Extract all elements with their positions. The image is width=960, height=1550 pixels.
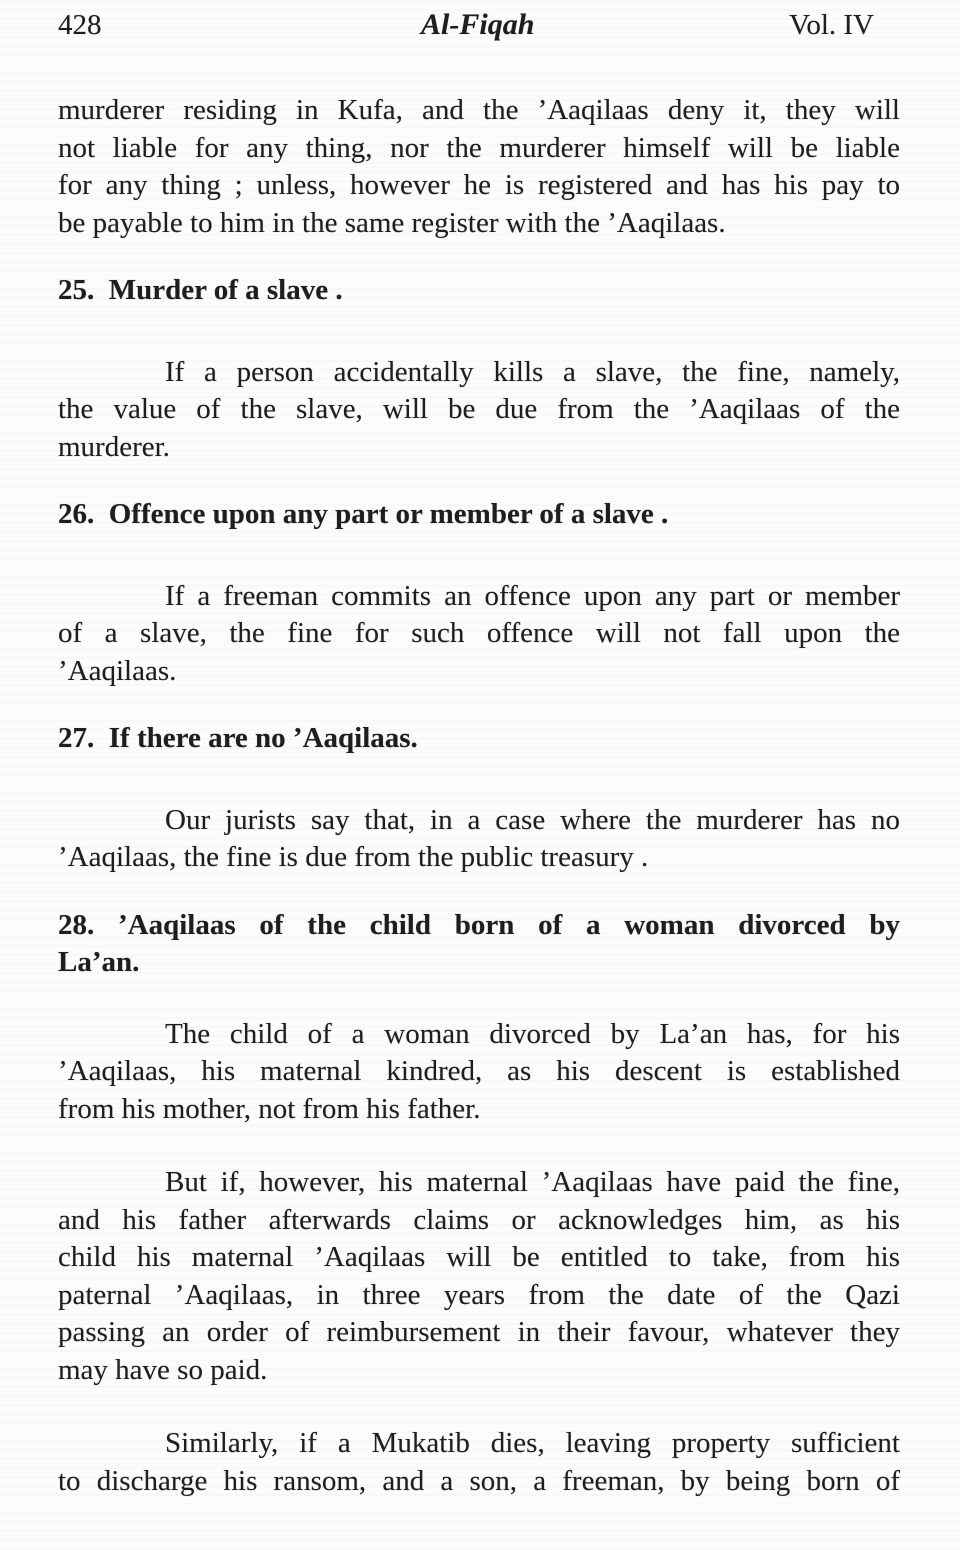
paragraph xyxy=(58,1164,900,1389)
text-line: 26. Offence upon any part or member of a slave . xyxy=(58,498,669,530)
paragraph xyxy=(58,1016,900,1129)
text-line: be payable to him in the same register with the ’Aaqilaas. xyxy=(58,206,726,239)
text-line: murderer residing in Kufa, and the ’Aaqilaas deny it, they will xyxy=(58,94,900,126)
section-heading xyxy=(58,496,900,534)
text-line: ’Aaqilaas. xyxy=(58,654,177,687)
page-header xyxy=(0,0,960,50)
volume-label: Vol. IV xyxy=(789,9,874,41)
text-line: from his mother, not from his father. xyxy=(58,1092,481,1125)
text-line: ’Aaqilaas, the fine is due from the public treasury . xyxy=(58,841,649,873)
text-line: The child of a woman divorced by La’an has, for his xyxy=(165,1017,900,1050)
text-line: passing an order of reimbursement in their favour, whatever they xyxy=(58,1316,900,1348)
text-line: and his father afterwards claims or acknowledges him, as his xyxy=(58,1203,900,1236)
text-line: for any thing ; unless, however he is registered and has his pay to xyxy=(58,169,900,201)
text-line: of a slave, the fine for such offence will not fall upon the xyxy=(58,617,900,649)
text-line: child his maternal ’Aaqilaas will be entitled to take, from his xyxy=(58,1241,900,1273)
page-number: 428 xyxy=(58,9,102,41)
text-line: ’Aaqilaas, his maternal kindred, as his descent is established xyxy=(58,1055,900,1087)
text-line: paternal ’Aaqilaas, in three years from the date of the Qazi xyxy=(58,1278,900,1311)
text-line: 25. Murder of a slave . xyxy=(58,274,343,306)
text-line: La’an. xyxy=(58,946,140,978)
paragraph xyxy=(58,802,900,877)
paragraph xyxy=(58,578,900,691)
section-heading xyxy=(58,720,900,758)
text-line: not liable for any thing, nor the murderer himself will be liable xyxy=(58,131,900,164)
text-line: the value of the slave, will be due from the ’Aaqilaas of the xyxy=(58,393,900,425)
text-line: 27. If there are no ’Aaqilaas. xyxy=(58,722,418,754)
page-body xyxy=(0,92,960,1500)
text-line: 28. ’Aaqilaas of the child born of a woman divorced by xyxy=(58,908,900,941)
section-heading xyxy=(58,272,900,310)
paragraph xyxy=(58,92,900,242)
book-title: Al-Fiqah xyxy=(421,8,535,41)
text-line: Similarly, if a Mukatib dies, leaving property sufficient xyxy=(165,1427,900,1459)
section-heading xyxy=(58,907,900,982)
text-line: If a person accidentally kills a slave, the fine, namely, xyxy=(165,355,900,388)
text-line: murderer. xyxy=(58,430,170,463)
paragraph xyxy=(58,1425,900,1500)
text-line: If a freeman commits an offence upon any part or member xyxy=(165,579,900,612)
text-line: may have so paid. xyxy=(58,1353,268,1386)
paragraph xyxy=(58,354,900,467)
text-line: Our jurists say that, in a case where the murderer has no xyxy=(165,803,900,836)
text-line: to discharge his ransom, and a son, a freeman, by being born of xyxy=(58,1464,900,1497)
text-line: But if, however, his maternal ’Aaqilaas have paid the fine, xyxy=(165,1166,900,1198)
